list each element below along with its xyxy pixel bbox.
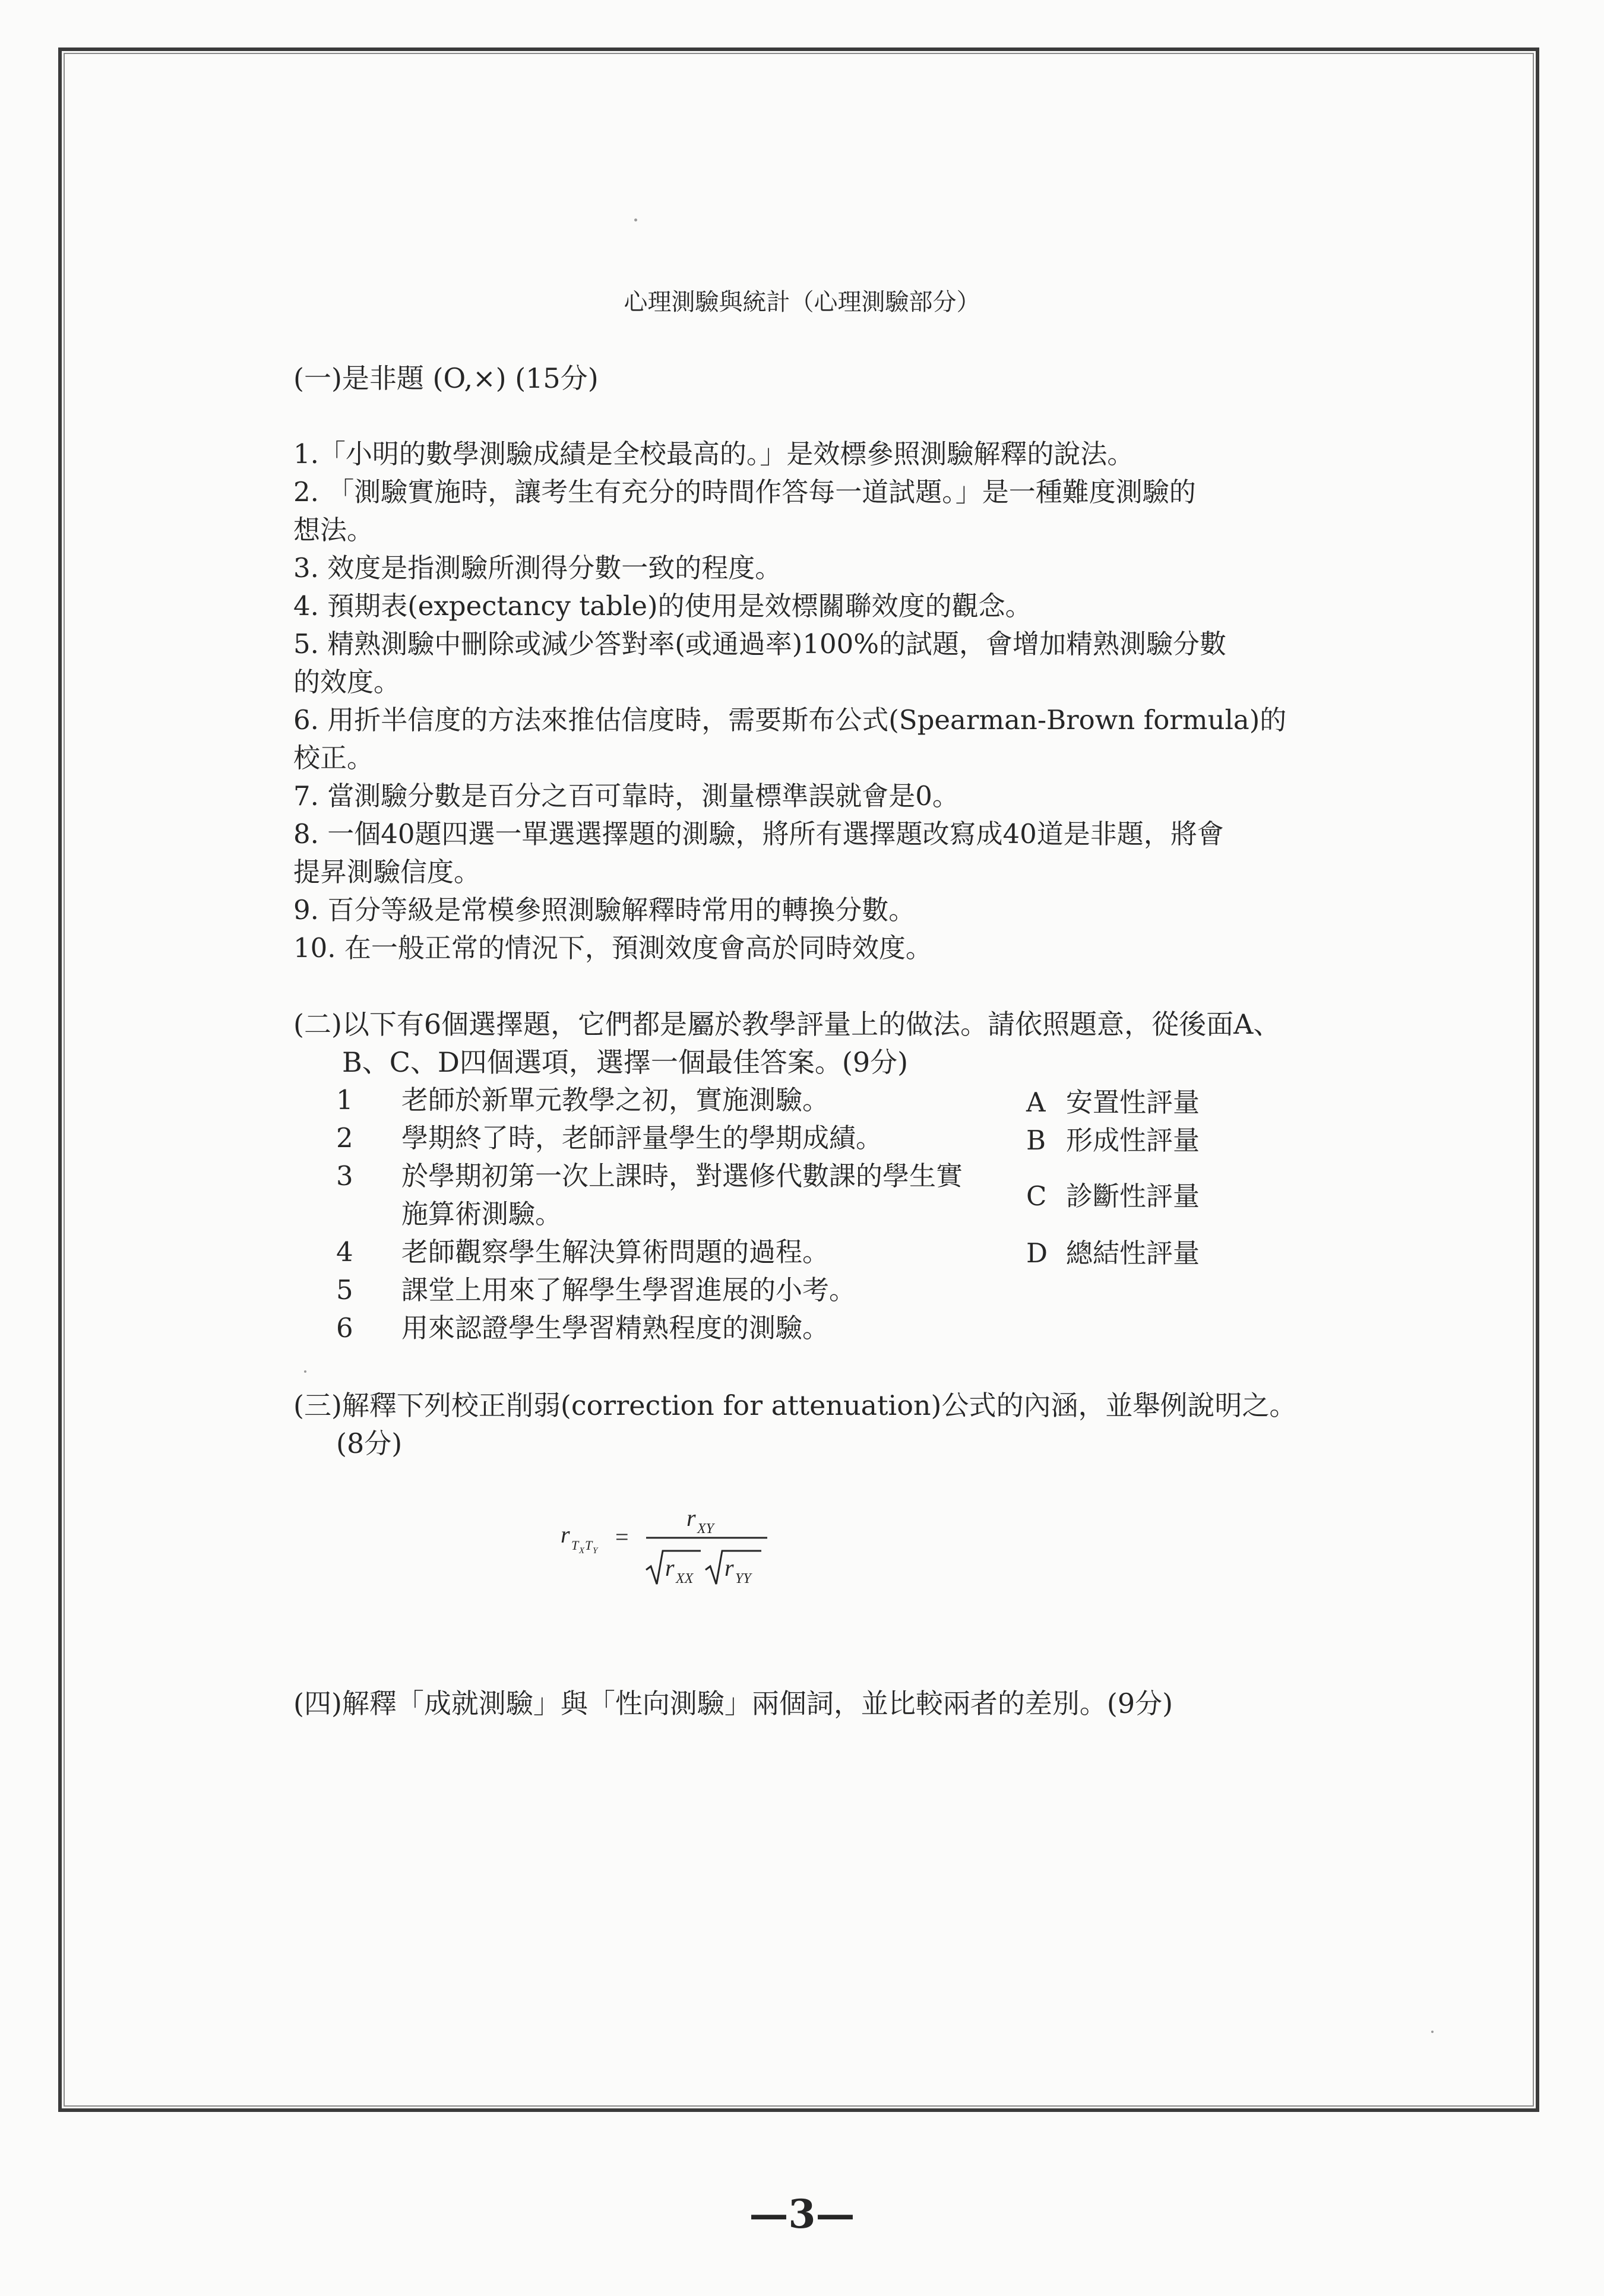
s2-option-letter: A: [1026, 1087, 1046, 1118]
q1-2: 2. 「測驗實施時，讓考生有充分的時間作答每一道試題。」是一種難度測驗的: [293, 476, 1196, 508]
s2-item-num: 4: [336, 1236, 353, 1268]
q1-5: 5. 精熟測驗中刪除或減少答對率(或通過率)100%的試題，會增加精熟測驗分數: [293, 628, 1227, 660]
section3-heading-cont: (8分): [336, 1427, 403, 1459]
s2-item-text: 老師觀察學生解決算術問題的過程。: [401, 1236, 830, 1268]
s2-option-text: 安置性評量: [1066, 1087, 1200, 1118]
q1-6-cont: 校正。: [293, 742, 374, 774]
formula-lhs-t2: T: [585, 1538, 593, 1553]
section2-heading: (二)以下有6個選擇題，它們都是屬於教學評量上的做法。請依照題意，從後面A、: [293, 1008, 1281, 1040]
q1-8: 8. 一個40題四選一單選選擇題的測驗，將所有選擇題改寫成40道是非題，將會: [293, 818, 1224, 850]
q1-8-cont: 提昇測驗信度。: [293, 856, 481, 888]
attenuation-formula: [552, 1496, 790, 1585]
s2-item-text: 用來認證學生學習精熟程度的測驗。: [401, 1312, 830, 1344]
scan-speck: [304, 1370, 306, 1373]
page-title: 心理測驗與統計（心理測驗部分）: [624, 289, 980, 316]
formula-den2-r: r: [725, 1554, 734, 1581]
s2-item-text: 於學期初第一次上課時，對選修代數課的學生實: [401, 1160, 963, 1192]
scan-speck: [634, 218, 637, 221]
q1-1: 1.「小明的數學測驗成績是全校最高的。」是效標參照測驗解釋的說法。: [293, 438, 1134, 470]
section4-heading: (四)解釋「成就測驗」與「性向測驗」兩個詞，並比較兩者的差別。(9分): [293, 1687, 1173, 1719]
q1-5-cont: 的效度。: [293, 666, 401, 698]
s2-item-num: 1: [336, 1084, 353, 1116]
section3-heading: (三)解釋下列校正削弱(correction for attenuation)公式的內涵，並舉例說明之。: [293, 1389, 1297, 1421]
q1-3: 3. 效度是指測驗所測得分數一致的程度。: [293, 552, 782, 584]
s2-item-text: 學期終了時，老師評量學生的學期成績。: [401, 1122, 883, 1154]
section1-heading: (一)是非題 (O,×) (15分): [293, 362, 599, 394]
s2-option-letter: C: [1026, 1180, 1047, 1212]
formula-den1-r: r: [665, 1554, 675, 1581]
q1-6: 6. 用折半信度的方法來推估信度時，需要斯布公式(Spearman-Brown formula)的: [293, 704, 1287, 736]
s2-item-num: 5: [336, 1274, 353, 1306]
section2-heading-cont: B、C、D四個選項，選擇一個最佳答案。(9分): [342, 1046, 909, 1078]
s2-option-text: 診斷性評量: [1066, 1180, 1200, 1212]
s2-item-num: 6: [336, 1312, 353, 1344]
formula-numerator-r: r: [686, 1505, 696, 1531]
q1-7: 7. 當測驗分數是百分之百可靠時，測量標準誤就會是0。: [293, 780, 959, 812]
s2-option-text: 總結性評量: [1066, 1237, 1200, 1269]
s2-item-num: 2: [336, 1122, 353, 1154]
page-number: —3—: [749, 2191, 855, 2237]
s2-item-text: 課堂上用來了解學生學習進展的小考。: [401, 1274, 856, 1306]
formula-numerator-sub: XY: [697, 1521, 714, 1537]
s2-item-text-cont: 施算術測驗。: [401, 1198, 562, 1230]
q1-10: 10. 在一般正常的情況下，預測效度會高於同時效度。: [293, 932, 932, 964]
s2-option-letter: D: [1026, 1237, 1048, 1269]
s2-item-num: 3: [336, 1160, 353, 1192]
formula-lhs-r: r: [561, 1521, 570, 1548]
q1-2-cont: 想法。: [293, 514, 374, 546]
formula-lhs-t1-sub: X: [579, 1546, 585, 1556]
formula-equals: =: [615, 1524, 629, 1550]
q1-9: 9. 百分等級是常模參照測驗解釋時常用的轉換分數。: [293, 894, 916, 926]
formula-lhs-t2-sub: Y: [593, 1546, 598, 1556]
s2-option-text: 形成性評量: [1066, 1125, 1200, 1156]
formula-den2-sub: YY: [735, 1571, 751, 1585]
formula-den1-sub: XX: [676, 1571, 694, 1585]
s2-option-letter: B: [1026, 1125, 1046, 1156]
q1-4: 4. 預期表(expectancy table)的使用是效標關聯效度的觀念。: [293, 590, 1032, 622]
formula-lhs-t1: T: [571, 1538, 579, 1553]
scan-speck: [1431, 2031, 1434, 2033]
s2-item-text: 老師於新單元教學之初，實施測驗。: [401, 1084, 830, 1116]
page-border: [58, 47, 1539, 2112]
